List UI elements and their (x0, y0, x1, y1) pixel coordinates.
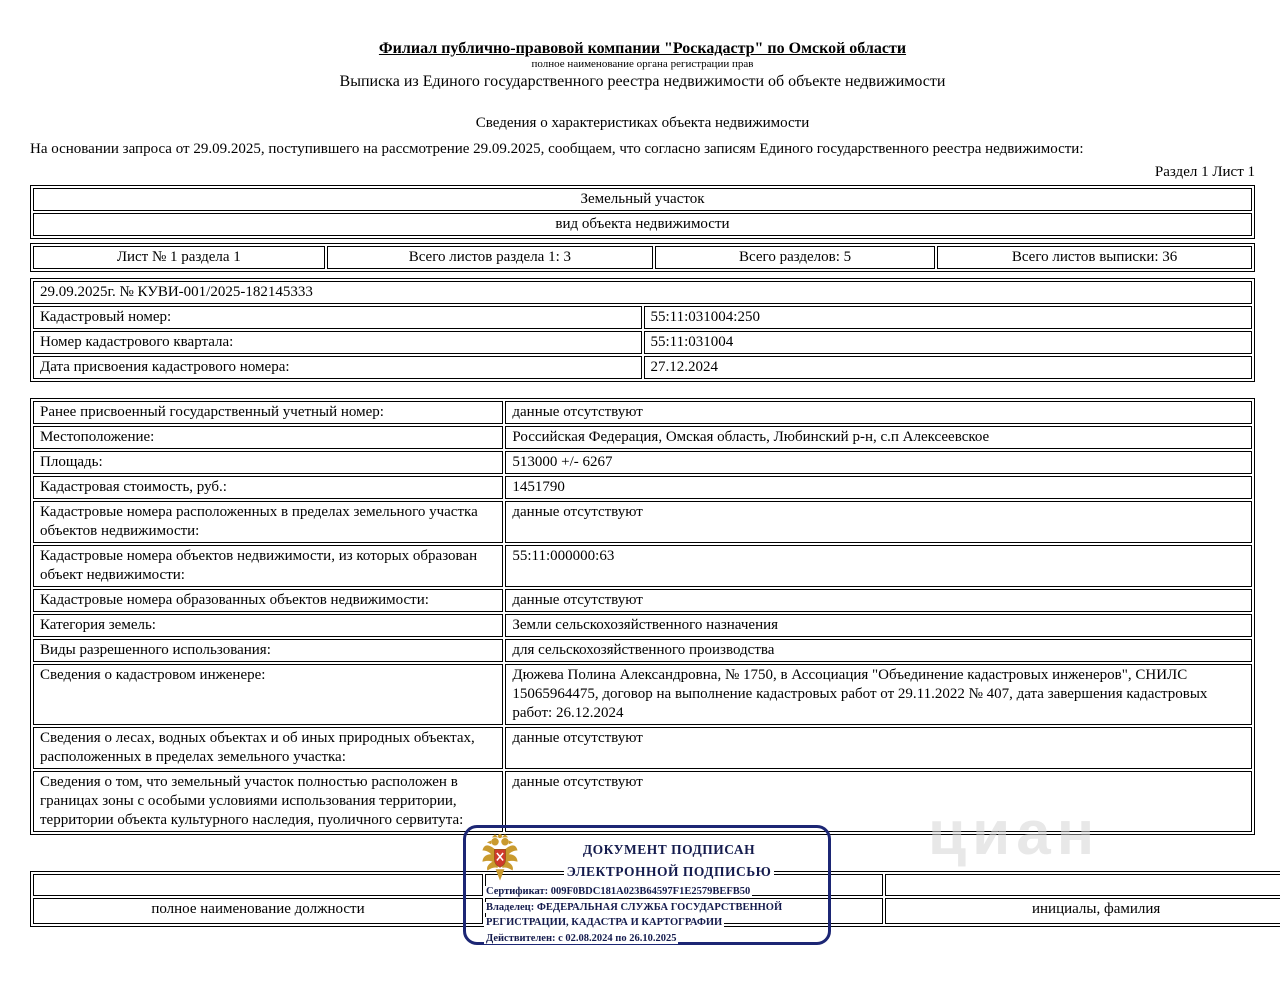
position-label: полное наименование должности (33, 898, 483, 924)
row-value: 55:11:031004 (644, 331, 1253, 354)
row-label: Местоположение: (33, 426, 503, 449)
row-label: Ранее присвоенный государственный учетный номер: (33, 401, 503, 424)
stamp-title-line1: ДОКУМЕНТ ПОДПИСАН (520, 839, 818, 861)
row-value: для сельскохозяйственного производства (505, 639, 1252, 662)
document-title: Выписка из Единого государственного реестра недвижимости об объекте недвижимости (339, 73, 946, 90)
org-name-caption: полное наименование органа регистрации прав (531, 58, 754, 70)
row-label: Сведения о лесах, водных объектах и об иных природных объектах, расположенных в пределах земельного участка: (33, 727, 503, 769)
row-value: данные отсутствуют (505, 771, 1252, 832)
details-table (30, 398, 1255, 835)
row-label: Сведения о кадастровом инженере: (33, 664, 503, 725)
row-value: данные отсутствуют (505, 727, 1252, 769)
sheet-cell: Всего листов раздела 1: 3 (327, 246, 653, 269)
table-row (33, 188, 1252, 211)
section-title: Сведения о характеристиках объекта недвижимости (475, 115, 810, 131)
table-row (33, 356, 1252, 379)
stamp-header (466, 828, 828, 883)
signature-cell-empty (885, 874, 1280, 896)
object-type-value: Земельный участок (33, 188, 1252, 211)
row-value: данные отсутствуют (505, 589, 1252, 612)
row-label: Кадастровая стоимость, руб.: (33, 476, 503, 499)
sheet-cell: Лист № 1 раздела 1 (33, 246, 325, 269)
table-row (33, 545, 1252, 587)
stamp-owner-line2: РЕГИСТРАЦИИ, КАДАСТРА И КАРТОГРАФИИ (486, 917, 723, 928)
request-table (30, 278, 1255, 382)
stamp-title-line2: ЭЛЕКТРОННОЙ ПОДПИСЬЮ (520, 861, 818, 883)
table-row (33, 589, 1252, 612)
table-row (33, 614, 1252, 637)
row-value: данные отсутствуют (505, 401, 1252, 424)
table-row (33, 281, 1252, 304)
stamp-titles (520, 833, 818, 883)
row-value: 1451790 (505, 476, 1252, 499)
row-value: 27.12.2024 (644, 356, 1253, 379)
row-value: данные отсутствуют (505, 501, 1252, 543)
stamp-details (466, 883, 828, 946)
row-value: Дюжева Полина Александровна, № 1750, в Ассоциация "Объединение кадастровых инженеров", СНИЛС 15065964475, договор на выполнение кадастровых работ от 29.11.2022 № 407, дата завершения кадастровых работ: 26.12.2024 (505, 664, 1252, 725)
row-label: Кадастровые номера объектов недвижимости, из которых образован объект недвижимости: (33, 545, 503, 587)
row-label: Кадастровые номера образованных объектов недвижимости: (33, 589, 503, 612)
object-type-caption: вид объекта недвижимости (33, 213, 1252, 236)
russia-coat-of-arms-icon (480, 833, 520, 883)
row-label: Сведения о том, что земельный участок полностью расположен в границах зоны с особыми условиями использования территории, территории объекта культурного наследия, пуоличного сервитута: (33, 771, 503, 832)
sheet-cell: Всего листов выписки: 36 (937, 246, 1252, 269)
document-page (30, 40, 1255, 835)
table-row (33, 246, 1252, 269)
table-row (33, 476, 1252, 499)
table-row (33, 451, 1252, 474)
intro-paragraph: На основании запроса от 29.09.2025, поступившего на рассмотрение 29.09.2025, сообщаем, что согласно записям Единого государственного реестра недвижимости: (30, 141, 1084, 157)
table-row (33, 664, 1252, 725)
cian-watermark: циан (928, 799, 1101, 868)
signature-cell-empty (33, 874, 483, 896)
row-value: 513000 +/- 6267 (505, 451, 1252, 474)
electronic-signature-stamp (463, 825, 831, 945)
stamp-owner-line1: Владелец: ФЕДЕРАЛЬНАЯ СЛУЖБА ГОСУДАРСТВЕННОЙ (486, 901, 783, 913)
stamp-validity: Действителен: с 02.08.2024 по 26.10.2025 (486, 932, 677, 944)
row-value: Земли сельскохозяйственного назначения (505, 614, 1252, 637)
table-row (33, 501, 1252, 543)
section-sheet-label: Раздел 1 Лист 1 (1154, 164, 1255, 180)
row-label: Кадастровые номера расположенных в пределах земельного участка объектов недвижимости: (33, 501, 503, 543)
table-row (33, 639, 1252, 662)
stamp-certificate: Сертификат: 009F0BDC181A023B64597F1E2579BEFB50 (486, 886, 751, 897)
row-label: Номер кадастрового квартала: (33, 331, 642, 354)
name-label: инициалы, фамилия (885, 898, 1280, 924)
table-row (33, 401, 1252, 424)
table-row (33, 426, 1252, 449)
row-label: Кадастровый номер: (33, 306, 642, 329)
request-number: 29.09.2025г. № КУВИ-001/2025-182145333 (33, 281, 1252, 304)
table-row (33, 213, 1252, 236)
sheets-table (30, 243, 1255, 272)
sheet-cell: Всего разделов: 5 (655, 246, 935, 269)
row-label: Категория земель: (33, 614, 503, 637)
object-type-table (30, 185, 1255, 239)
row-label: Дата присвоения кадастрового номера: (33, 356, 642, 379)
row-value: 55:11:000000:63 (505, 545, 1252, 587)
org-name: Филиал публично-правовой компании "Роскадастр" по Омской области (378, 40, 907, 57)
table-row (33, 727, 1252, 769)
table-row (33, 331, 1252, 354)
row-label: Площадь: (33, 451, 503, 474)
row-value: Российская Федерация, Омская область, Любинский р-н, с.п Алексеевское (505, 426, 1252, 449)
row-value: 55:11:031004:250 (644, 306, 1253, 329)
table-row (33, 306, 1252, 329)
row-label: Виды разрешенного использования: (33, 639, 503, 662)
